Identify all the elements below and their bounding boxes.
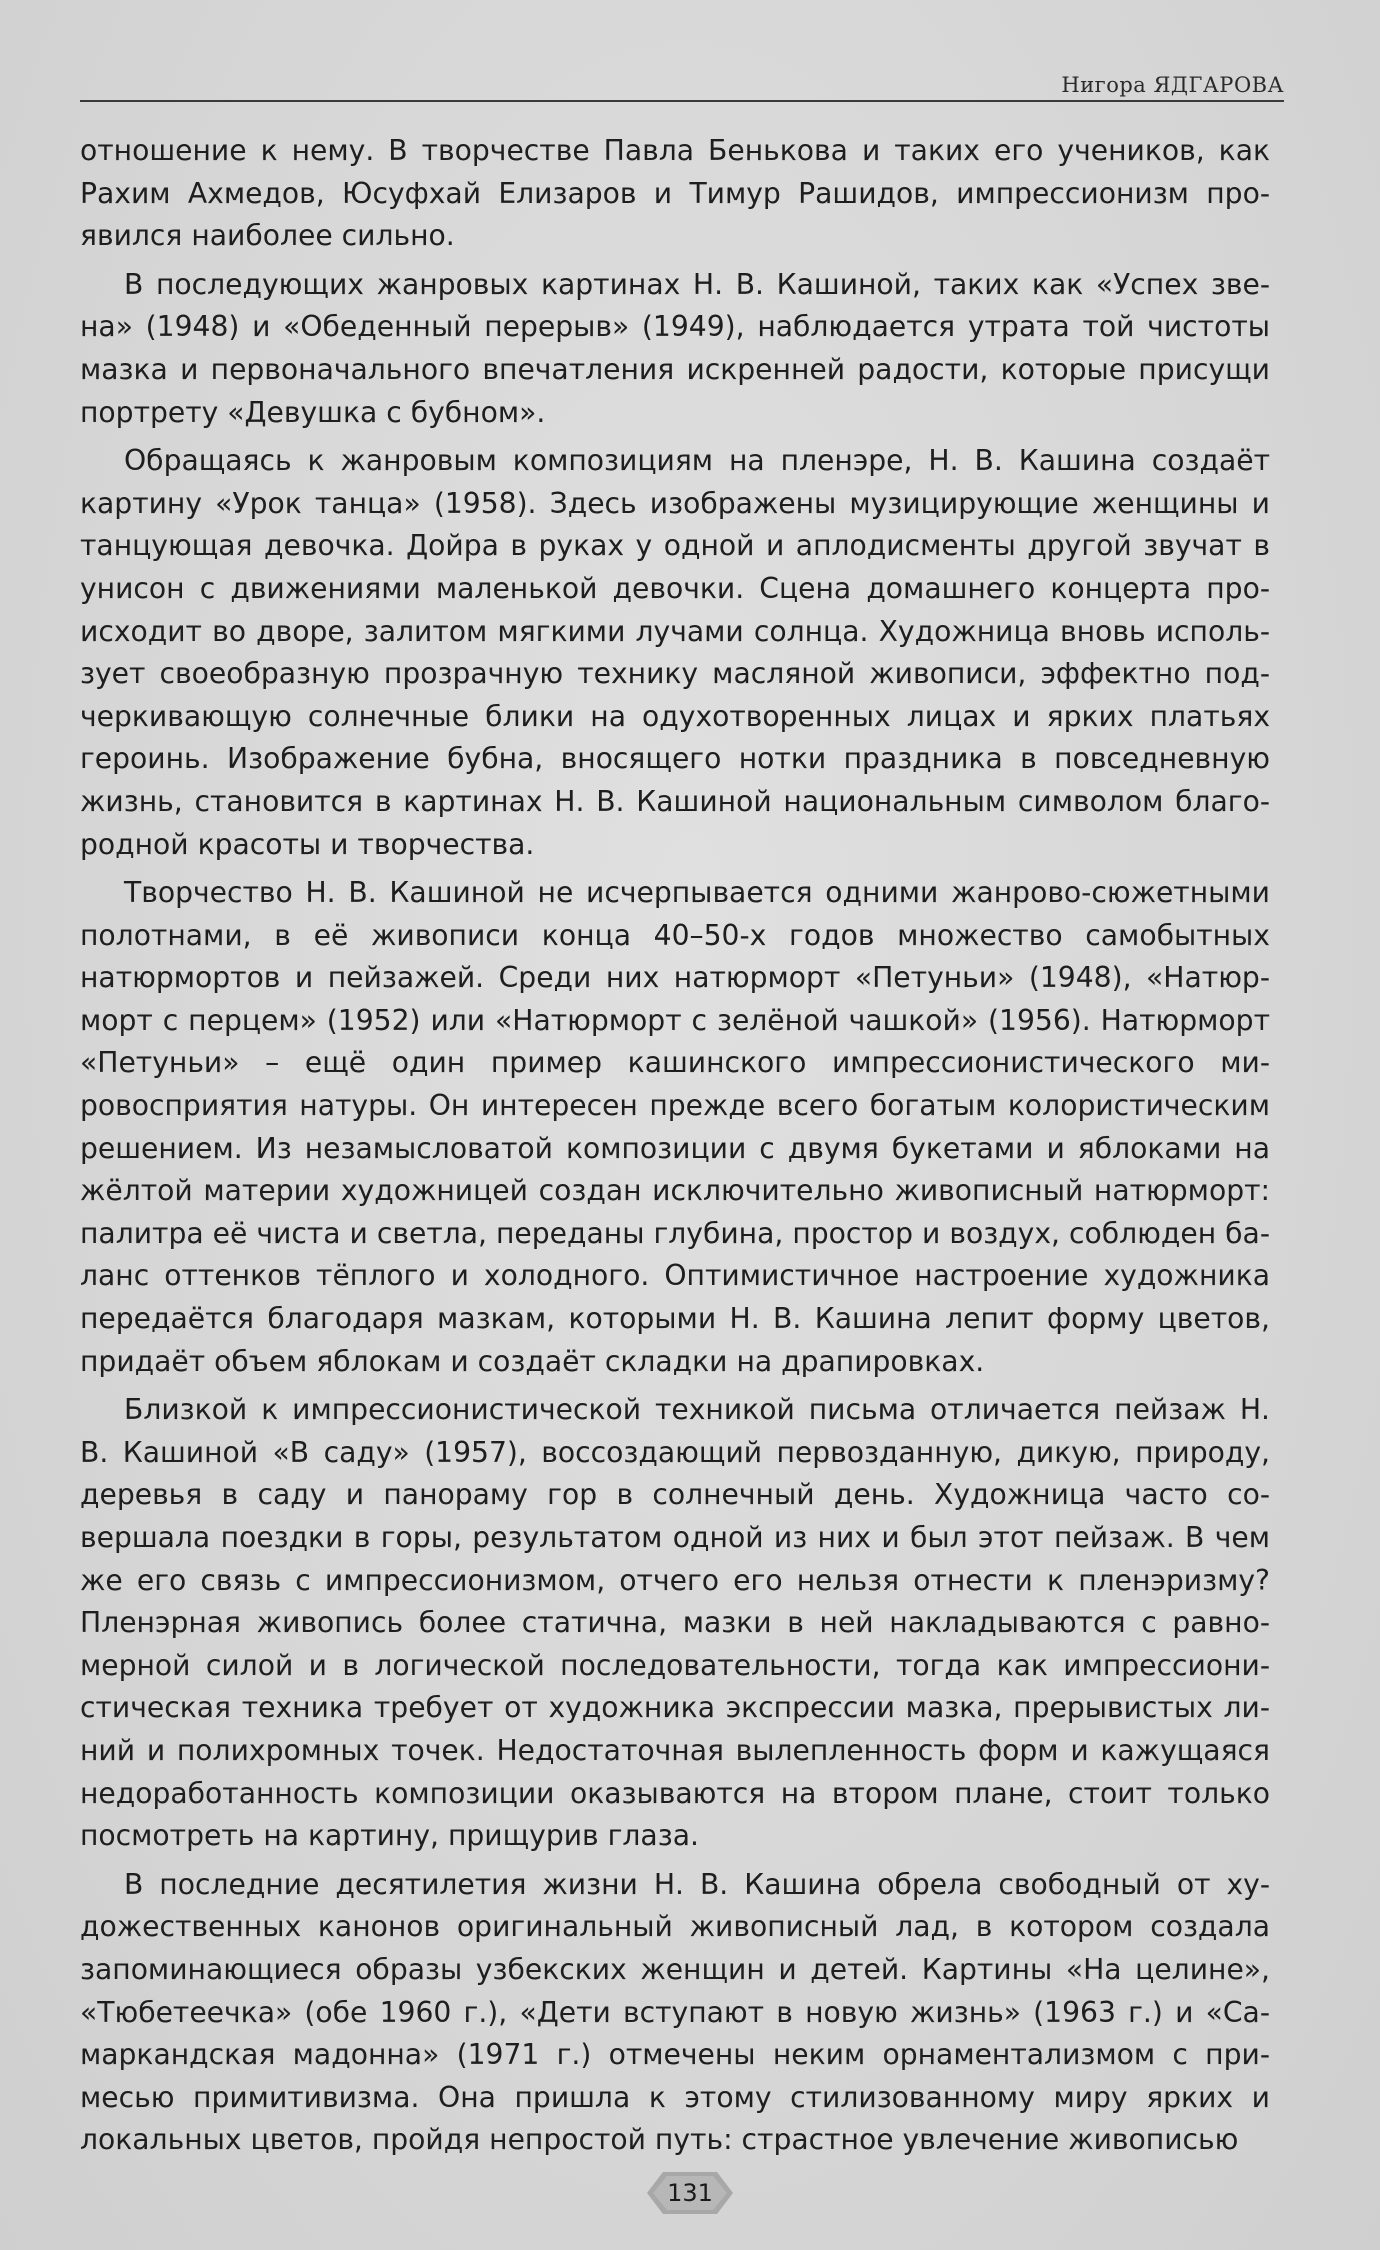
paragraph-4: Творчество Н. В. Кашиной не исчерпывается одними жанрово-сюжетными полотнами, в её живописи конца 40–50-х годов множество самобытных натюрмортов и пейзажей. Среди них натюрморт «Петуньи» (1948), «Натюрморт с перцем» (1952) или «Натюрморт с зелёной чашкой» (1956). Натюрморт «Петуньи» – ещё один пример кашинского импрессионистического мировосприятия натуры. Он интересен прежде всего богатым колористическим решением. Из незамысловатой композиции с двумя букетами и яблоками на жёлтой материи художницей создан исключительно живописный натюрморт: палитра её чиста и светла, переданы глубина, простор и воздух, соблюден баланс оттенков тёплого и холодного. Оптимистичное настроение художника передаётся благодаря мазкам, которыми Н. В. Кашина лепит форму цветов, придаёт объем яблокам и создаёт складки на драпировках. <box>80 876 1270 1378</box>
body-text <box>80 130 1270 2168</box>
paragraph-3: Обращаясь к жанровым композициям на пленэре, Н. В. Кашина создаёт картину «Урок танца» (1958). Здесь изображены музицирующие женщины и танцующая девочка. Дойра в руках у одной и аплодисменты другой звучат в унисон с движениями маленькой девочки. Сцена домашнего концерта происходит во дворе, залитом мягкими лучами солнца. Художница вновь использует своеобразную прозрачную технику масляной живописи, эффектно подчеркивающую солнечные блики на одухотворенных лицах и ярких платьях героинь. Изображение бубна, вносящего нотки праздника в повседневную жизнь, становится в картинах Н. В. Кашиной национальным символом благородной красоты и творчества. <box>80 444 1270 861</box>
paragraph-6: В последние десятилетия жизни Н. В. Кашина обрела свободный от художественных канонов оригинальный живописный лад, в котором создала запоминающиеся образы узбекских женщин и детей. Картины «На целине», «Тюбетеечка» (обе 1960 г.), «Дети вступают в новую жизнь» (1963 г.) и «Самаркандская мадонна» (1971 г.) отмечены неким орнаментализмом с примесью примитивизма. Она пришла к этому стилизованному миру ярких и локальных цветов, пройдя непростой путь: страстное увлечение живописью <box>80 1867 1270 2157</box>
running-header <box>80 62 1284 102</box>
header-author: Нигора ЯДГАРОВА <box>1061 73 1284 97</box>
paragraph-2: В последующих жанровых картинах Н. В. Кашиной, таких как «Успех звена» (1948) и «Обеденный перерыв» (1949), наблюдается утрата той чистоты мазка и первоначального впечатления искренней радости, которые присущи портрету «Девушка с бубном». <box>80 267 1270 429</box>
paragraph-5: Близкой к импрессионистической техникой письма отличается пейзаж Н. В. Кашиной «В саду» (1957), воссоздающий первозданную, дикую, природу, деревья в саду и панораму гор в солнечный день. Художница часто совершала поездки в горы, результатом одной из них и был этот пейзаж. В чем же его связь с импрессионизмом, отчего его нельзя отнести к пленэризму? Пленэрная живопись более статична, мазки в ней накладываются с равномерной силой и в логической последовательности, тогда как импрессионистическая техника требует от художника экспрессии мазка, прерывистых линий и полихромных точек. Недостаточная вылепленность форм и кажущаяся недоработанность композиции оказываются на втором плане, стоит только посмотреть на картину, прищурив глаза. <box>80 1393 1270 1853</box>
paragraph-1: отношение к нему. В творчестве Павла Бенькова и таких его учеников, как Рахим Ахмедов, Юсуфхай Елизаров и Тимур Рашидов, импрессионизм проявился наиболее сильно. <box>80 134 1270 253</box>
page-number: 131 <box>667 2179 713 2207</box>
page-number-badge <box>645 2168 735 2218</box>
